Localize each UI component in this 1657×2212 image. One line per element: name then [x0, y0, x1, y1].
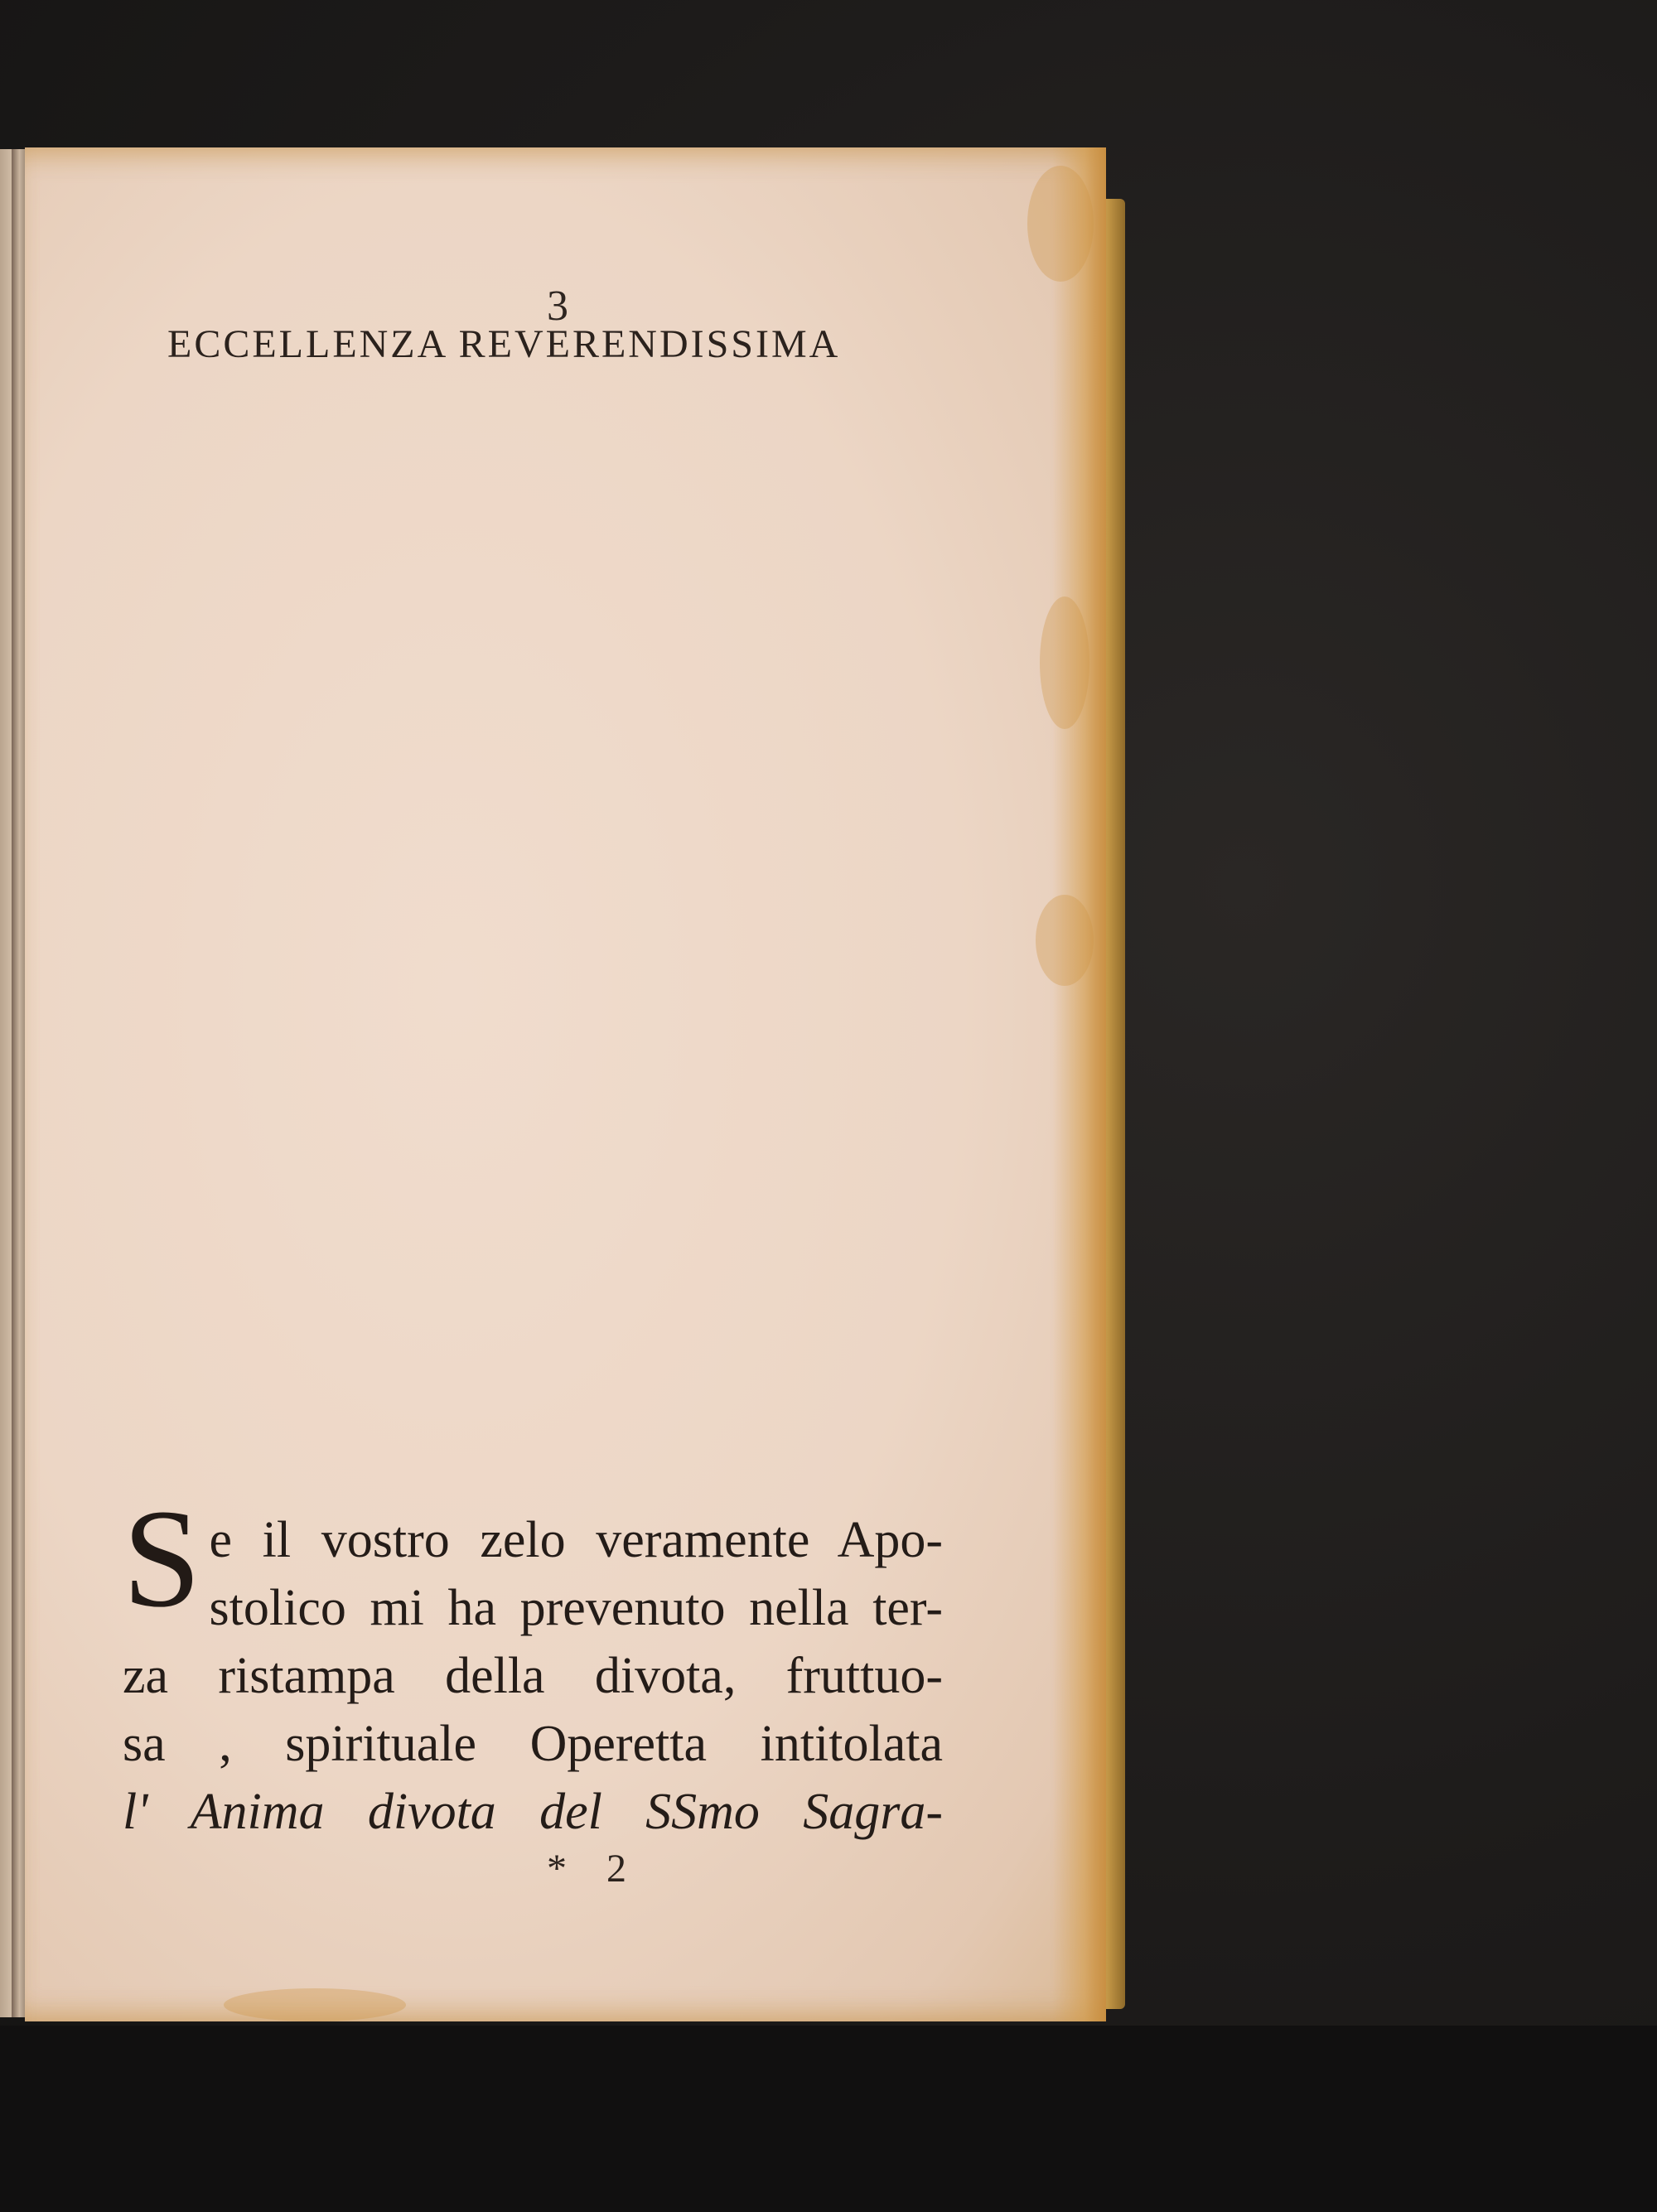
drop-cap: S [123, 1480, 201, 1636]
table-surface [0, 2026, 1657, 2212]
body-text [123, 1480, 943, 1846]
text-line: stolico mi ha prevenuto nella ter- [209, 1580, 943, 1636]
page-number: 3 [547, 283, 568, 330]
foxing-stain [1040, 596, 1089, 729]
foxing-stain [1027, 166, 1094, 282]
foxing-stain [1036, 895, 1094, 986]
page-foxing-edge [1052, 147, 1106, 2021]
signature-mark: * 2 [547, 1847, 641, 1891]
foxing-stain [224, 1988, 406, 2021]
book-gutter [12, 149, 20, 2017]
italic-text-line: l' Anima divota del SSmo Sagra- [123, 1784, 943, 1840]
text-line: sa , spirituale Operetta intitolata [123, 1716, 943, 1772]
text-line: e il vostro zelo veramente Apo- [209, 1512, 943, 1568]
page-heading: ECCELLENZA REVERENDISSIMA [167, 322, 841, 366]
text-line: za ristampa della divota, fruttuo- [123, 1648, 943, 1704]
